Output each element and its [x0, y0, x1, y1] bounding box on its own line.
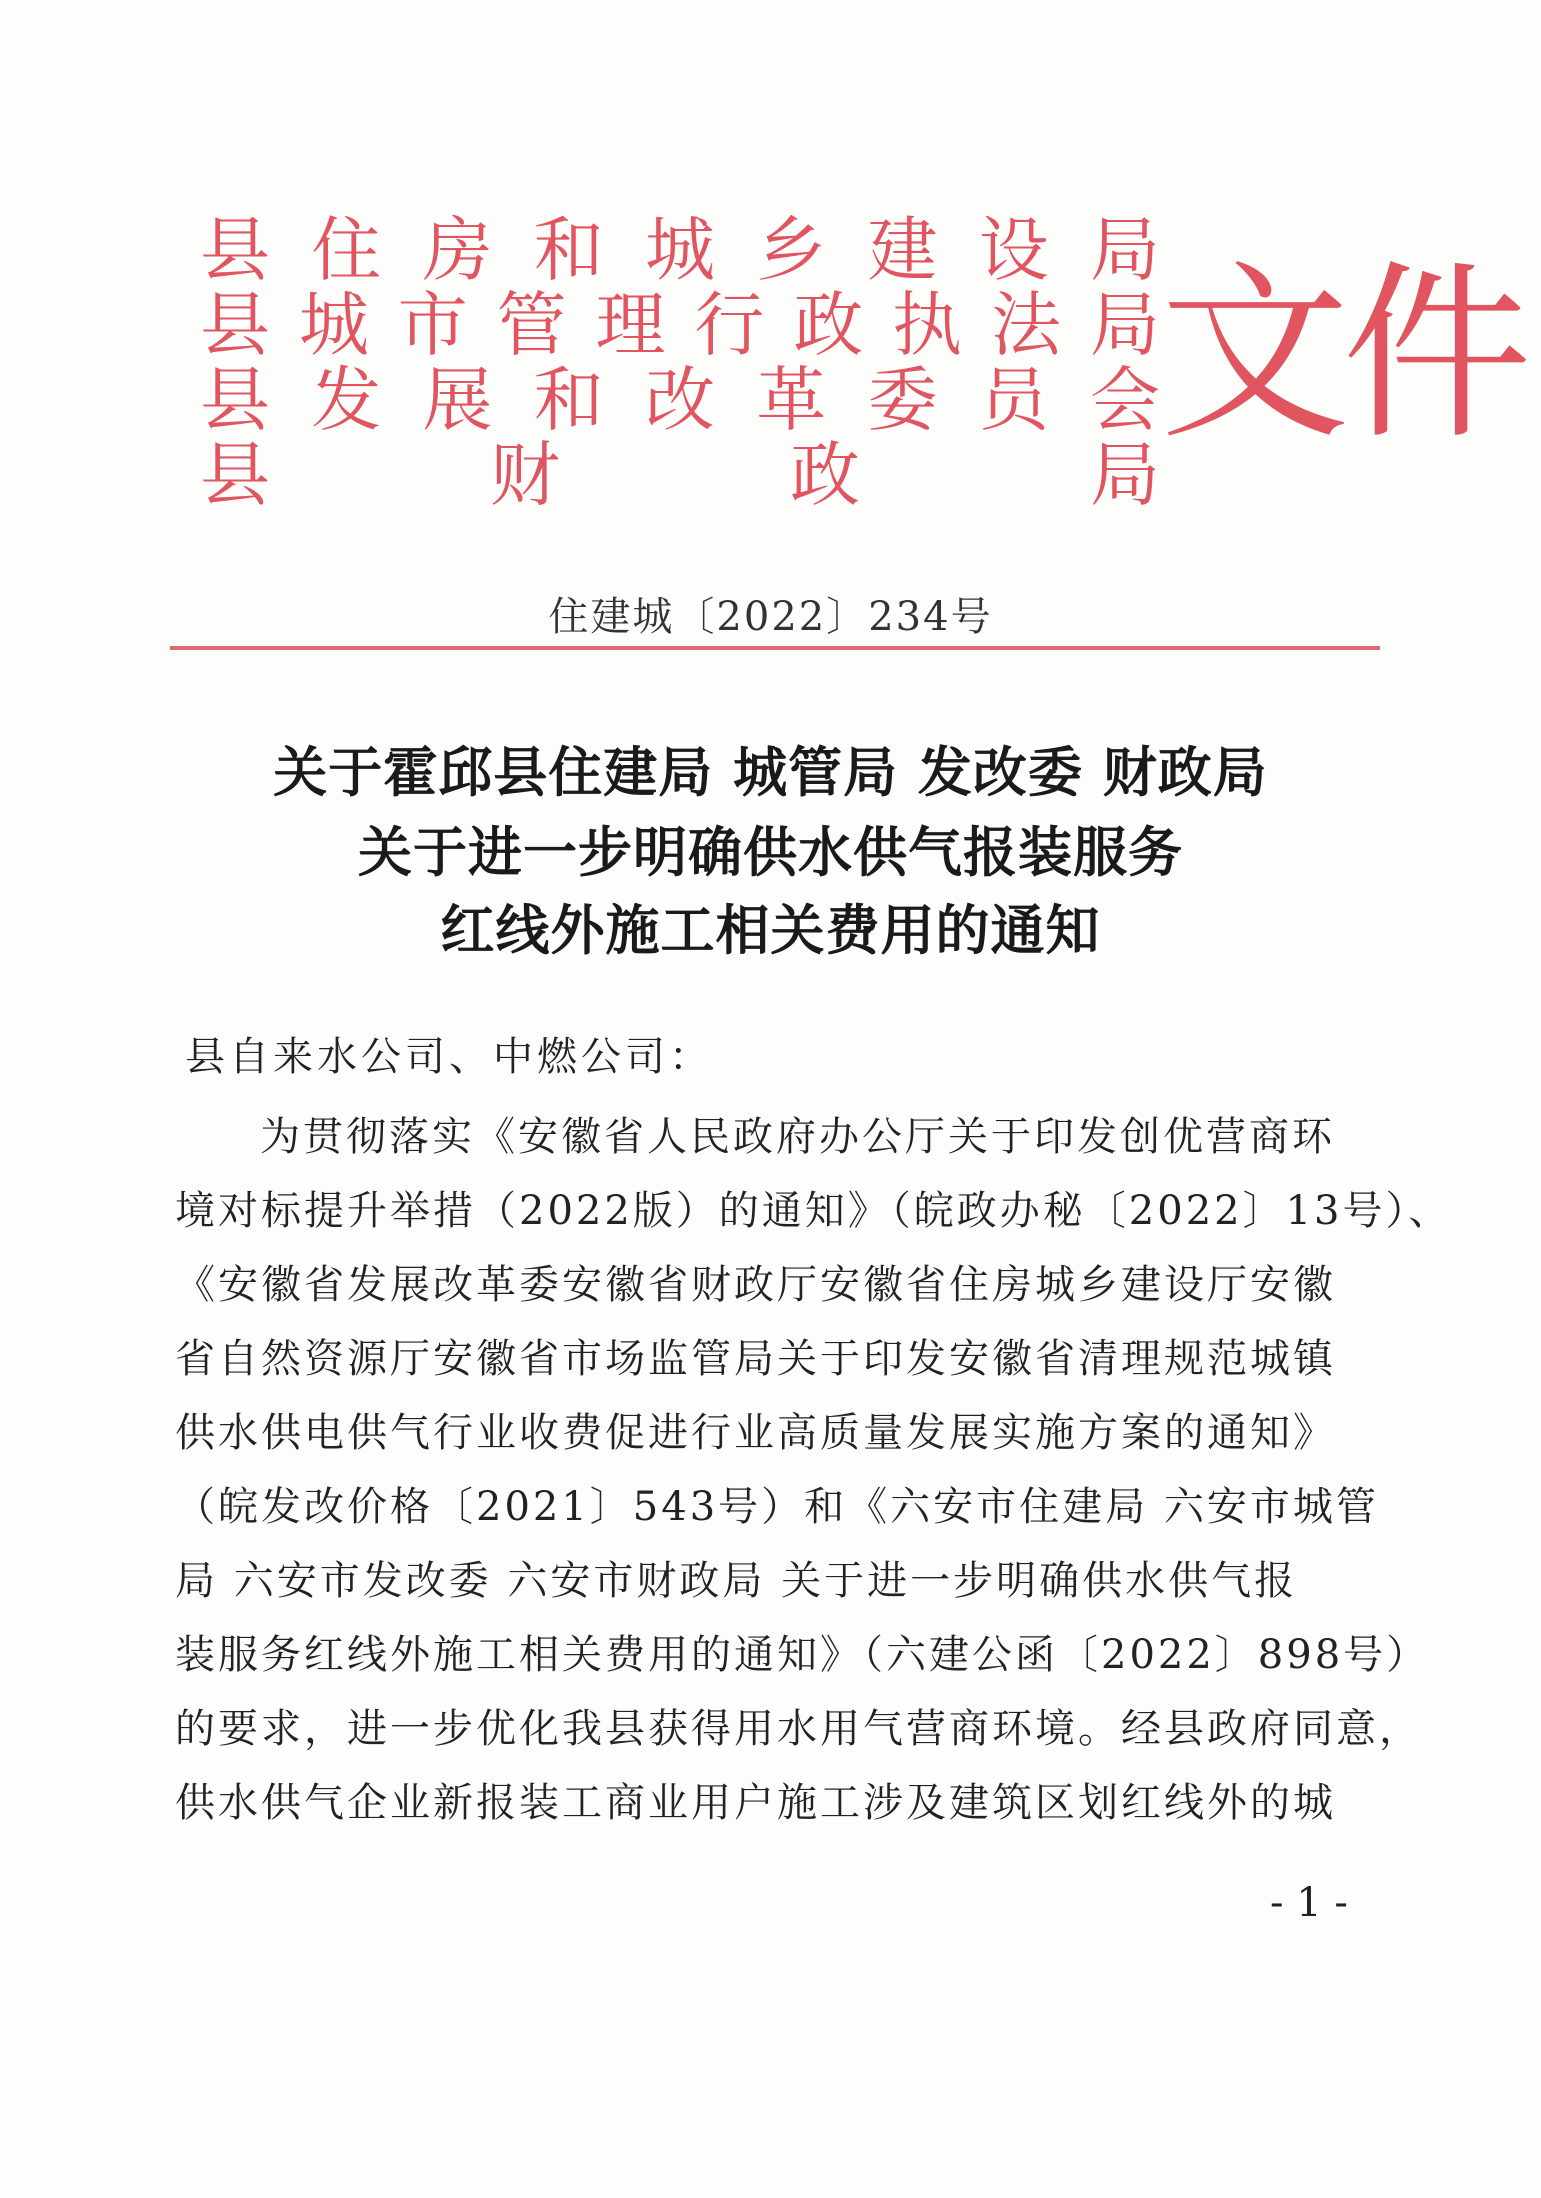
letterhead-char: 局 — [1090, 434, 1160, 516]
letterhead-char: 县 — [200, 434, 270, 516]
letterhead-row-urban-management — [200, 284, 1160, 366]
title-line-3: 红线外施工相关费用的通知 — [440, 899, 1101, 962]
letterhead-char: 法 — [991, 284, 1061, 366]
letterhead-char: 展 — [422, 359, 493, 441]
letterhead-char: 住 — [311, 209, 382, 291]
body-line: 为贯彻落实《安徽省人民政府办公厅关于印发创优营商环 — [260, 1114, 1335, 1160]
letterhead-char: 财 — [490, 434, 560, 516]
letterhead-char: 执 — [892, 284, 963, 366]
letterhead-char: 县 — [200, 209, 270, 291]
page-number: - 1 - — [1270, 1880, 1348, 1926]
letterhead-char: 县 — [200, 359, 270, 441]
red-divider-line — [170, 646, 1380, 650]
body-text — [175, 1100, 1452, 1840]
letterhead-char: 局 — [1089, 284, 1160, 366]
body-line: 省自然资源厅安徽省市场监管局关于印发安徽省清理规范城镇 — [175, 1336, 1336, 1382]
letterhead-char: 乡 — [756, 209, 827, 291]
letterhead-char: 会 — [1090, 359, 1160, 441]
recipient-line: 县自来水公司、中燃公司： — [185, 1034, 713, 1080]
letterhead-char: 政 — [793, 284, 864, 366]
letterhead-row-development-reform — [200, 359, 1160, 441]
letterhead-char: 设 — [978, 209, 1049, 291]
letterhead-char: 和 — [533, 359, 604, 441]
letterhead-char: 城 — [645, 209, 715, 291]
letterhead-char: 局 — [1090, 209, 1160, 291]
body-line: 《安徽省发展改革委安徽省财政厅安徽省住房城乡建设厅安徽 — [175, 1262, 1336, 1308]
letterhead-char: 城 — [298, 284, 369, 366]
letterhead-char: 员 — [978, 359, 1049, 441]
letterhead-row-housing — [200, 209, 1160, 291]
body-line: 装服务红线外施工相关费用的通知》（六建公函〔2022〕898号） — [175, 1632, 1430, 1678]
letterhead-char: 行 — [694, 284, 765, 366]
letterhead-char: 房 — [422, 209, 493, 291]
letterhead-char: 革 — [756, 359, 827, 441]
document-number: 住建城〔2022〕234号 — [548, 594, 993, 640]
body-line: 供水供电供气行业收费促进行业高质量发展实施方案的通知》 — [175, 1410, 1336, 1456]
body-line: （皖发改价格〔2021〕543号）和《六安市住建局 六安市城管 — [175, 1484, 1379, 1530]
letterhead-char: 改 — [645, 359, 715, 441]
letterhead-char: 理 — [595, 284, 666, 366]
title-line-1: 关于霍邱县住建局 城管局 发改委 财政局 — [273, 741, 1268, 804]
letterhead-char: 委 — [867, 359, 938, 441]
body-line: 局 六安市发改委 六安市财政局 关于进一步明确供水供气报 — [175, 1558, 1298, 1604]
letterhead-char: 县 — [200, 284, 270, 366]
letterhead-char: 管 — [496, 284, 567, 366]
letterhead-char: 建 — [867, 209, 938, 291]
letterhead-char: 政 — [790, 434, 860, 516]
body-line: 供水供气企业新报装工商业用户施工涉及建筑区划红线外的城 — [175, 1780, 1336, 1826]
document-type-label: 文件 — [1160, 244, 1525, 465]
body-line: 的要求，进一步优化我县获得用水用气营商环境。经县政府同意， — [175, 1706, 1422, 1752]
title-line-2: 关于进一步明确供水供气报装服务 — [358, 821, 1183, 884]
letterhead-char: 和 — [533, 209, 604, 291]
letterhead-char: 市 — [397, 284, 468, 366]
letterhead-char: 发 — [311, 359, 382, 441]
body-line: 境对标提升举措（2022版）的通知》（皖政办秘〔2022〕13号）、 — [175, 1188, 1452, 1234]
